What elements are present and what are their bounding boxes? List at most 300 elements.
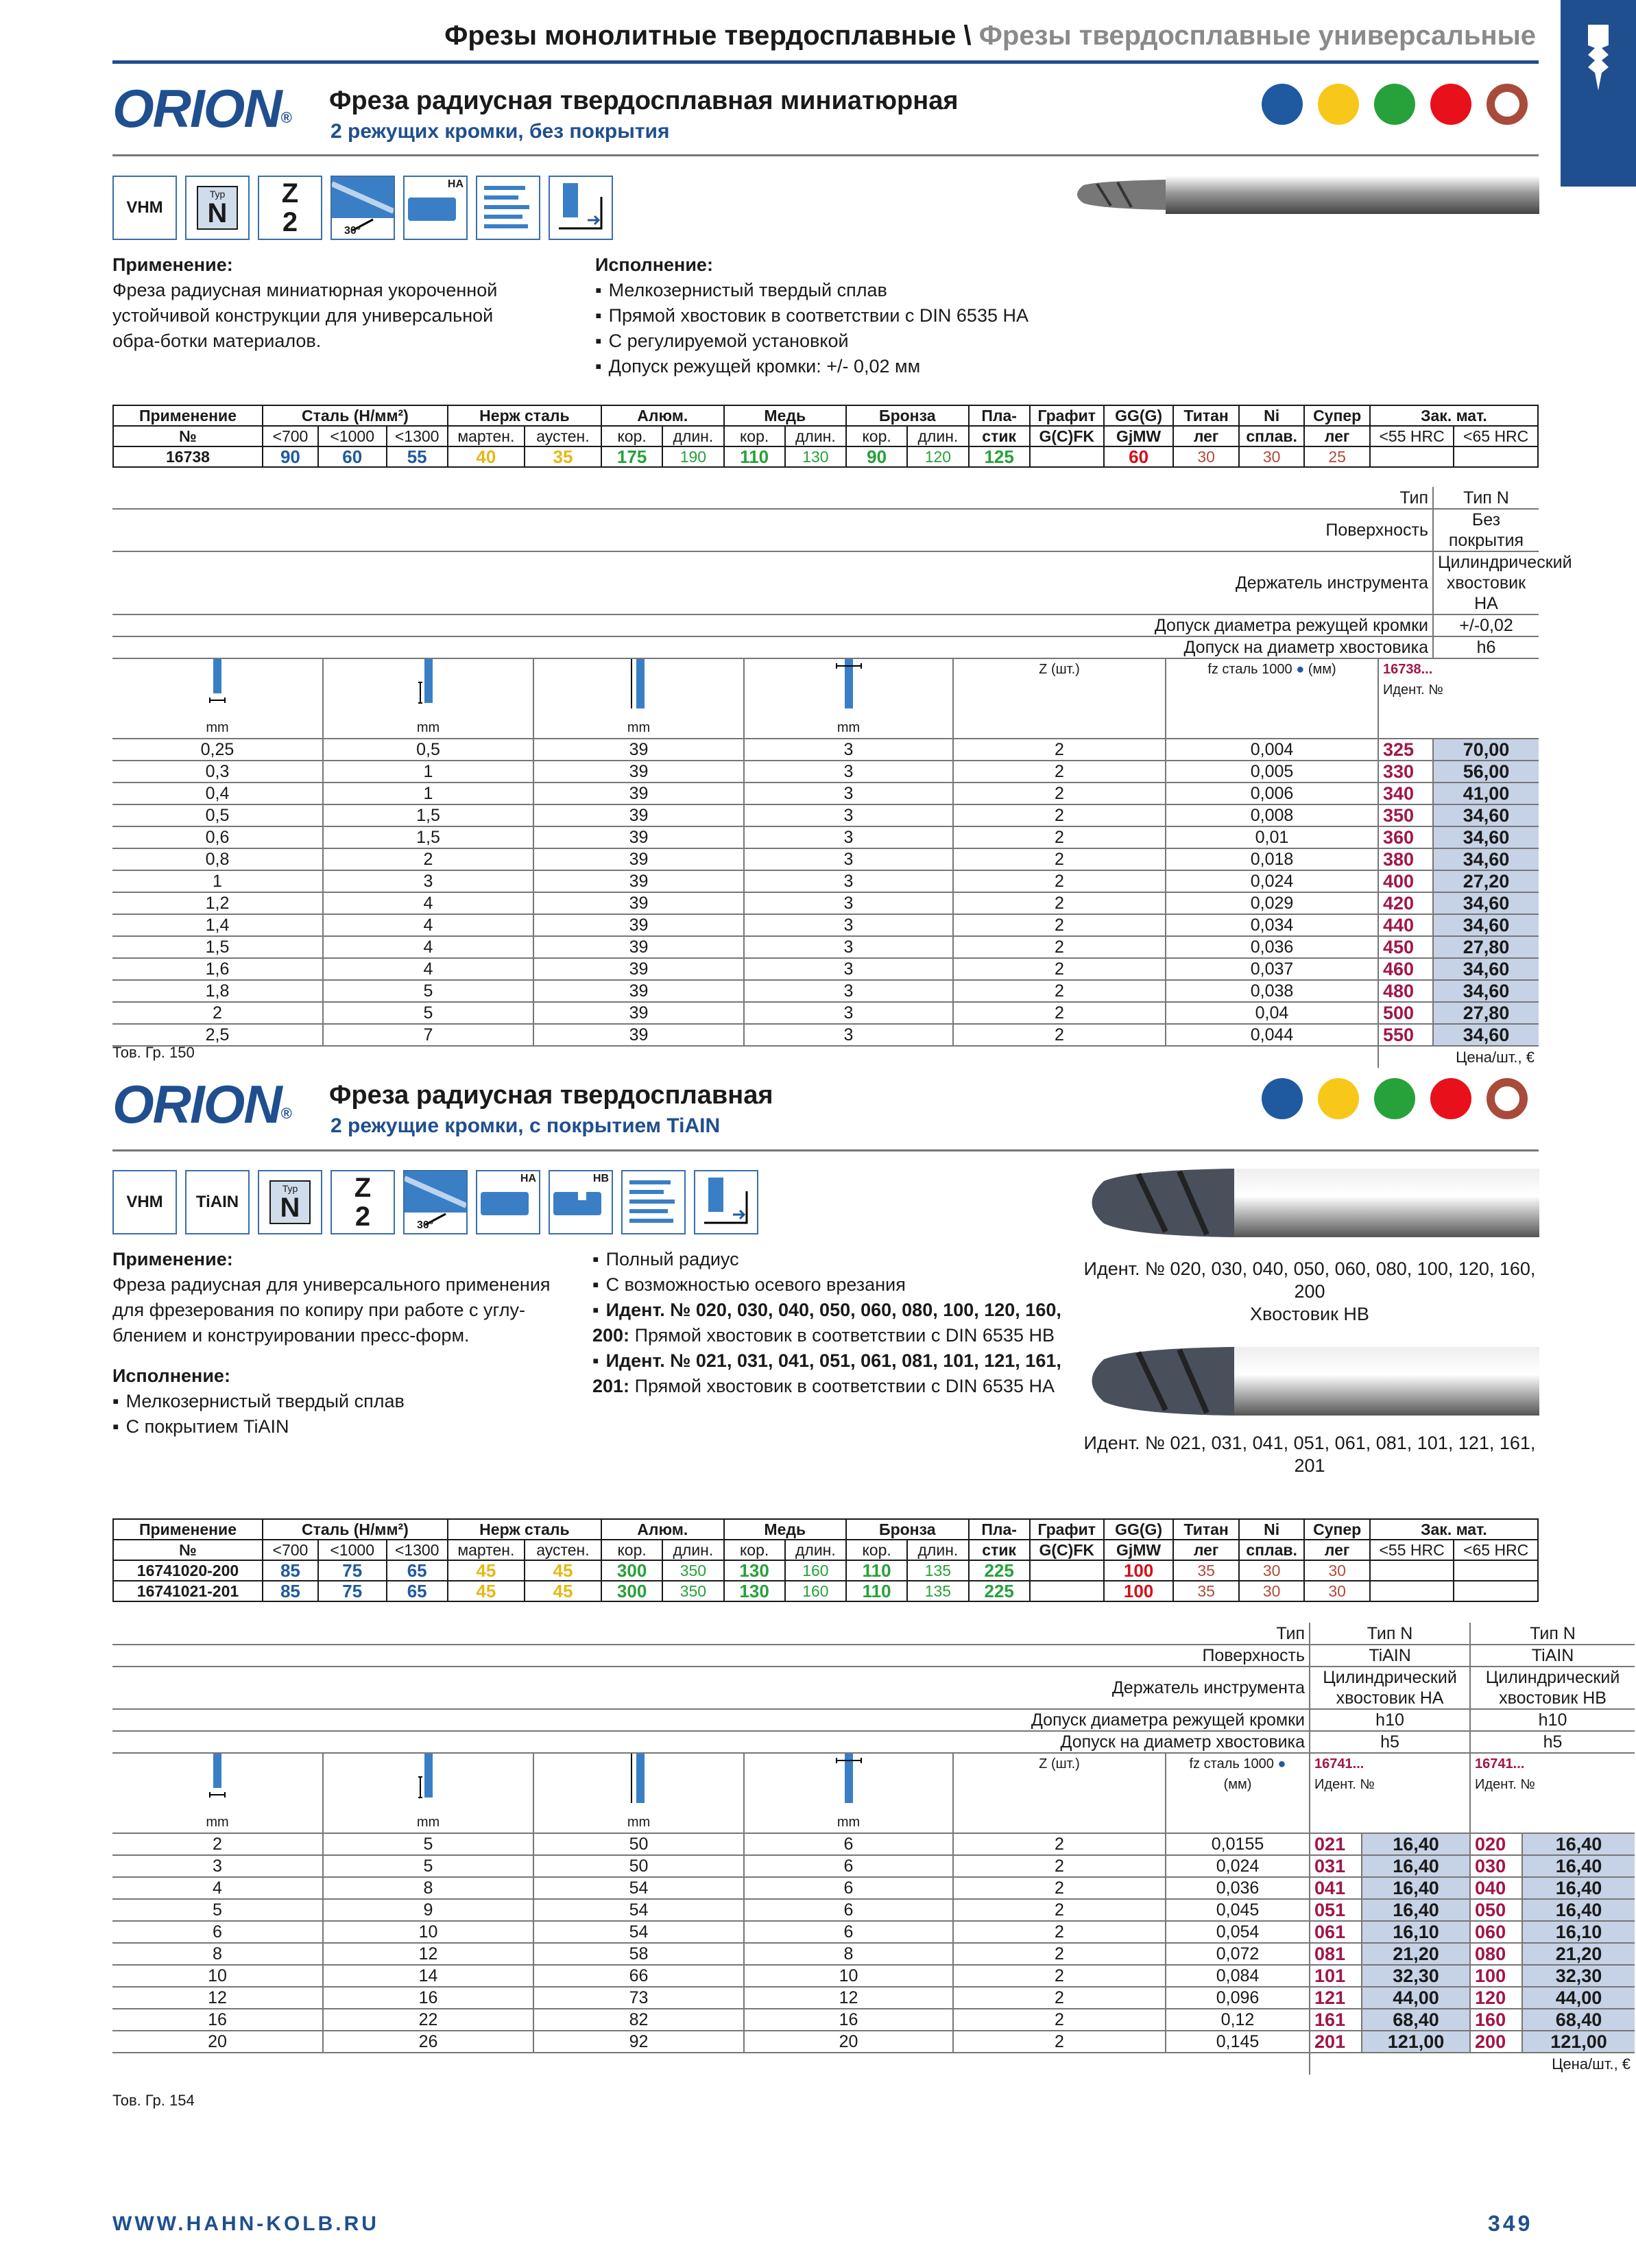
cell: 14: [323, 1965, 533, 1987]
price: 44,00: [1362, 1987, 1470, 2009]
p2-feature-item: ▪ Идент. № 020, 030, 040, 050, 060, 080, 100, 120, 160, 200: Прямой хвостовик в соответствии с DIN 6535 HB: [592, 1298, 1066, 1348]
mat-subheader: №: [113, 426, 263, 446]
helix-angle-icon: 30°: [330, 176, 395, 240]
mat-value: 75: [318, 1560, 387, 1581]
p1-execution-heading: Исполнение:: [595, 254, 713, 275]
mat-value: 85: [263, 1581, 318, 1601]
ident-number: 060: [1470, 1921, 1522, 1943]
dot-titan: [1487, 84, 1528, 125]
cell: 2: [953, 804, 1166, 826]
mat-value: 135: [907, 1560, 968, 1581]
mat-value: 130: [785, 446, 846, 467]
price: 34,60: [1433, 892, 1539, 914]
table-row: [112, 804, 1539, 826]
tolerance-icon: [621, 1170, 686, 1234]
cell: 0,004: [1166, 739, 1378, 761]
cell: 16: [112, 2009, 323, 2031]
header-rule: [112, 60, 1539, 64]
price: 16,40: [1522, 1855, 1635, 1877]
mat-value: 60: [318, 446, 387, 467]
p2-rule: [112, 1149, 1539, 1151]
mat-value: 35: [525, 446, 601, 467]
price: 34,60: [1433, 914, 1539, 936]
p2-feature-item: ▪ Идент. № 021, 031, 041, 051, 061, 081, 101, 121, 161, 201: Прямой хвостовик в соответствии с DIN 6535 HA: [592, 1348, 1066, 1399]
table-row: [112, 761, 1539, 783]
mat-value: 100: [1104, 1560, 1174, 1581]
cell: 39: [533, 783, 744, 804]
cell: 10: [112, 1965, 323, 1987]
cell: 58: [533, 1943, 744, 1965]
mat-header: Пла-: [969, 405, 1030, 426]
cell: 39: [533, 739, 744, 761]
price: 27,20: [1433, 870, 1539, 892]
cell: 0,4: [112, 783, 323, 804]
mat-subheader: <1300: [387, 1540, 448, 1560]
mat-value: 135: [907, 1581, 968, 1601]
mat-header: Сталь (Н/мм²): [263, 405, 448, 426]
mat-subheader: G(C)FK: [1030, 426, 1104, 446]
cut-dimension-icon: [328, 659, 529, 717]
mat-header: Бронза: [846, 1519, 969, 1540]
mat-value: 45: [525, 1560, 601, 1581]
mat-value: 110: [846, 1581, 907, 1601]
mat-value: 175: [601, 446, 662, 467]
cell: 1,5: [112, 936, 323, 958]
mat-subheader: GjMW: [1104, 1540, 1174, 1560]
cell: 0,096: [1166, 1987, 1310, 2009]
mat-header: Алюм.: [601, 1519, 724, 1540]
mat-subheader: лег: [1304, 1540, 1369, 1560]
footer-url[interactable]: WWW.HAHN-KOLB.RU: [112, 2212, 379, 2235]
spec-label: Держатель инструмента: [112, 551, 1433, 614]
dia-col-icon: mm: [112, 1753, 323, 1833]
mat-value: 30: [1239, 1560, 1304, 1581]
cell: 0,036: [1166, 936, 1378, 958]
sh-col-icon: mm: [744, 658, 953, 739]
cell: 0,25: [112, 739, 323, 761]
p2-group: Тов. Гр. 154: [112, 2092, 195, 2109]
cell: 1,8: [112, 980, 323, 1002]
cell: 3: [112, 1855, 323, 1877]
mat-value: 45: [525, 1581, 601, 1601]
mat-header: Применение: [113, 405, 263, 426]
len-col-icon: mm: [533, 1753, 744, 1833]
table-row: [112, 936, 1539, 958]
table-row: [112, 1943, 1635, 1965]
price: 16,40: [1362, 1855, 1470, 1877]
cell: 0,084: [1166, 1965, 1310, 1987]
p2-icon-row: [112, 1170, 758, 1234]
mat-value: 350: [662, 1560, 723, 1581]
page-number: 349: [1488, 2211, 1533, 2236]
mat-subheader: кор.: [846, 1540, 907, 1560]
len-dimension-icon: [538, 1754, 739, 1812]
ident-col-head: 16738... Идент. №: [1378, 658, 1539, 739]
mat-subheader: кор.: [601, 426, 662, 446]
spec-label: Поверхность: [112, 1645, 1310, 1667]
ident-number: 101: [1310, 1965, 1362, 1987]
ident-number: 040: [1470, 1877, 1522, 1899]
dot-nonferrous: [1374, 1078, 1415, 1119]
mat-value: 300: [601, 1560, 662, 1581]
cell: 2: [953, 892, 1166, 914]
table-row: [112, 1024, 1539, 1046]
cell: 12: [323, 1943, 533, 1965]
spec-label: Допуск диаметра режущей кромки: [112, 614, 1433, 636]
p2-product-image-hb: [1076, 1160, 1543, 1246]
cell: 5: [112, 1899, 323, 1921]
price: 34,60: [1433, 848, 1539, 870]
cell: 8: [744, 1943, 953, 1965]
cell: 54: [533, 1921, 744, 1943]
len-dimension-icon: [538, 659, 739, 717]
cell: 2: [953, 958, 1166, 980]
ident-number: 330: [1378, 761, 1433, 783]
mat-subheader: сплав.: [1239, 426, 1304, 446]
mat-value: 65: [387, 1560, 448, 1581]
mat-value: 190: [662, 446, 723, 467]
cell: 2: [953, 1965, 1166, 1987]
header-subtitle: Фрезы твердосплавные универсальные: [978, 21, 1536, 51]
ident-number: 121: [1310, 1987, 1362, 2009]
spec-value-a: TiAIN: [1310, 1645, 1470, 1667]
mat-row: [113, 1581, 1538, 1601]
cell: 2: [953, 1921, 1166, 1943]
mat-subheader: №: [113, 1540, 263, 1560]
cell: 73: [533, 1987, 744, 2009]
ident-number: 050: [1470, 1899, 1522, 1921]
dot-cast: [1430, 84, 1471, 125]
cell: 39: [533, 826, 744, 848]
ident-number: 041: [1310, 1877, 1362, 1899]
shank-ha-icon: HA: [476, 1170, 540, 1234]
mat-value: 30: [1173, 446, 1238, 467]
spec-row: [112, 551, 1539, 614]
price: 16,40: [1522, 1899, 1635, 1921]
table-row: [112, 2009, 1635, 2031]
p2-title: Фреза радиусная твердосплавная: [329, 1081, 773, 1110]
p1-exec-item: ▪ С регулируемой установкой: [595, 329, 1089, 354]
p2-application: [112, 1247, 579, 1440]
price: 16,40: [1522, 1877, 1635, 1899]
cell: 3: [744, 739, 953, 761]
p2-material-table: [112, 1518, 1539, 1602]
mat-value: 100: [1104, 1581, 1174, 1601]
mat-row: [113, 446, 1538, 467]
price: 21,20: [1522, 1943, 1635, 1965]
mat-subheader: длин.: [785, 426, 846, 446]
cell: 5: [323, 1833, 533, 1855]
mat-subheader: <1300: [387, 426, 448, 446]
ident-col-head-a: 16741... Идент. №: [1310, 1753, 1470, 1833]
cell: 0,12: [1166, 2009, 1310, 2031]
price: 32,30: [1522, 1965, 1635, 1987]
mat-subheader: длин.: [662, 426, 723, 446]
cut-col-icon: mm: [323, 1753, 533, 1833]
mat-value: [1370, 1560, 1454, 1581]
cell: 2: [953, 848, 1166, 870]
mat-value: 130: [724, 1581, 785, 1601]
mat-row: [113, 1560, 1538, 1581]
fz-col-head: fz сталь 1000 ● (мм): [1166, 658, 1378, 739]
cell: 39: [533, 870, 744, 892]
p2-exec-item: ▪ С покрытием TiAIN: [112, 1414, 579, 1440]
spec-value-a: h10: [1310, 1709, 1470, 1731]
cell: 2: [953, 1855, 1166, 1877]
ident-number: 360: [1378, 826, 1433, 848]
table-row: [112, 739, 1539, 761]
mat-header: Титан: [1173, 405, 1238, 426]
spec-row: [112, 1623, 1635, 1645]
mat-subheader: лег: [1173, 426, 1238, 446]
mat-value: 30: [1304, 1560, 1369, 1581]
mat-header: Нерж сталь: [448, 1519, 601, 1540]
cell: 39: [533, 1024, 744, 1046]
mat-value: 125: [969, 446, 1030, 467]
cell: 0,145: [1166, 2031, 1310, 2053]
cell: 3: [744, 936, 953, 958]
spec-value: +/-0,02: [1433, 614, 1539, 636]
milling-direction-icon: [549, 176, 613, 240]
ident-number: 480: [1378, 980, 1433, 1002]
ident-number: 021: [1310, 1833, 1362, 1855]
cell: 39: [533, 980, 744, 1002]
cell: 4: [323, 936, 533, 958]
ident-number: 030: [1470, 1855, 1522, 1877]
flutes-icon: Z 2: [258, 176, 322, 240]
cell: 2,5: [112, 1024, 323, 1046]
section-tab: [1561, 0, 1636, 187]
p1-material-table: [112, 405, 1539, 468]
vhm-icon: VHM: [112, 176, 177, 240]
cell: 82: [533, 2009, 744, 2031]
cell: 39: [533, 761, 744, 783]
cell: 0,045: [1166, 1899, 1310, 1921]
price: 16,40: [1362, 1899, 1470, 1921]
header-separator: \: [963, 21, 972, 51]
ident-number: 340: [1378, 783, 1433, 804]
spec-label: Поверхность: [112, 509, 1433, 551]
p1-group: Тов. Гр. 150: [112, 1044, 195, 1061]
p1-application-text: Фреза радиусная миниатюрная укороченной устойчивой конструкции для универсальной обра-ботки материалов.: [112, 280, 498, 351]
mat-header: Супер: [1304, 405, 1369, 426]
table-row: [112, 783, 1539, 804]
ident-number: 020: [1470, 1833, 1522, 1855]
cell: 1: [323, 783, 533, 804]
p1-application-heading: Применение:: [112, 254, 233, 275]
spec-row: [112, 1731, 1635, 1753]
cell: 9: [323, 1899, 533, 1921]
spec-value-b: h5: [1470, 1731, 1635, 1753]
price: 56,00: [1433, 761, 1539, 783]
price: 34,60: [1433, 980, 1539, 1002]
cell: 2: [953, 783, 1166, 804]
mat-value: 75: [318, 1581, 387, 1601]
cell: 6: [744, 1921, 953, 1943]
cell: 0,0155: [1166, 1833, 1310, 1855]
p1-application: [112, 252, 538, 354]
table-row: [112, 1002, 1539, 1024]
sh-dimension-icon: [749, 1754, 948, 1812]
table-row: [112, 1877, 1635, 1899]
spec-label: Держатель инструмента: [112, 1667, 1310, 1709]
cell: 1: [112, 870, 323, 892]
mat-header: GG(G): [1104, 1519, 1174, 1540]
cell: 3: [744, 892, 953, 914]
spec-value-a: h5: [1310, 1731, 1470, 1753]
mat-subheader: <1000: [318, 1540, 387, 1560]
price: 16,40: [1362, 1833, 1470, 1855]
spec-label: Допуск на диаметр хвостовика: [112, 636, 1433, 658]
mat-subheader: длин.: [785, 1540, 846, 1560]
mat-value: 65: [387, 1581, 448, 1601]
mat-subheader: длин.: [662, 1540, 723, 1560]
cell: 0,006: [1166, 783, 1378, 804]
price: 32,30: [1362, 1965, 1470, 1987]
table-row: [112, 958, 1539, 980]
price: 41,00: [1433, 783, 1539, 804]
dot-stainless: [1318, 1078, 1359, 1119]
mat-subheader: кор.: [846, 426, 907, 446]
cell: 12: [744, 1987, 953, 2009]
cell: 39: [533, 1002, 744, 1024]
mat-subheader: <700: [263, 426, 318, 446]
mat-header: Зак. мат.: [1370, 1519, 1538, 1540]
mat-header: Алюм.: [601, 405, 724, 426]
cell: 3: [744, 761, 953, 783]
cell: 4: [323, 914, 533, 936]
p2-material-dots: [1262, 1078, 1528, 1119]
cell: 8: [112, 1943, 323, 1965]
cell: 2: [112, 1833, 323, 1855]
cell: 3: [744, 1002, 953, 1024]
mat-subheader: G(C)FK: [1030, 1540, 1104, 1560]
mat-subheader: длин.: [907, 1540, 968, 1560]
dia-dimension-icon: [117, 659, 318, 717]
spec-value-b: TiAIN: [1470, 1645, 1635, 1667]
spec-row: [112, 1709, 1635, 1731]
cell: 2: [953, 936, 1166, 958]
dia-dimension-icon: [117, 1754, 318, 1812]
cell: 1: [323, 761, 533, 783]
p1-material-dots: [1262, 84, 1528, 125]
cell: 2: [953, 980, 1166, 1002]
cell: 2: [953, 914, 1166, 936]
sh-dimension-icon: [749, 659, 948, 717]
mat-subheader: мартен.: [448, 426, 525, 446]
mat-header: GG(G): [1104, 405, 1174, 426]
table-row: [112, 1833, 1635, 1855]
mat-article: 16741020-200: [113, 1560, 263, 1581]
ident-number: 161: [1310, 2009, 1362, 2031]
len-col-icon: mm: [533, 658, 744, 739]
ident-number: 081: [1310, 1943, 1362, 1965]
p2-subtitle: 2 режущие кромки, с покрытием TiAIN: [330, 1114, 721, 1137]
cell: 0,5: [112, 804, 323, 826]
mat-value: 160: [785, 1560, 846, 1581]
cell: 3: [744, 870, 953, 892]
ident-number: 440: [1378, 914, 1433, 936]
cell: 0,029: [1166, 892, 1378, 914]
cell: 2: [112, 1002, 323, 1024]
price: 68,40: [1362, 2009, 1470, 2031]
mat-value: 60: [1104, 446, 1174, 467]
cell: 0,3: [112, 761, 323, 783]
tolerance-icon: [476, 176, 540, 240]
p1-title: Фреза радиусная твердосплавная миниатюрная: [329, 86, 959, 115]
cell: 5: [323, 1855, 533, 1877]
p1-subtitle: 2 режущих кромки, без покрытия: [330, 120, 670, 143]
mat-value: [1454, 1560, 1538, 1581]
price: 34,60: [1433, 804, 1539, 826]
spec-row: [112, 636, 1539, 658]
p1-product-image: [1070, 167, 1543, 226]
p2-feature-item: ▪ Полный радиус: [592, 1247, 1066, 1272]
mat-subheader: GjMW: [1104, 426, 1174, 446]
cell: 0,037: [1166, 958, 1378, 980]
dot-nonferrous: [1374, 84, 1415, 125]
cell: 0,8: [112, 848, 323, 870]
header-title: Фрезы монолитные твердосплавные: [444, 21, 957, 51]
cell: 54: [533, 1877, 744, 1899]
cell: 0,6: [112, 826, 323, 848]
sh-col-icon: mm: [744, 1753, 953, 1833]
table-row: [112, 848, 1539, 870]
cell: 3: [744, 914, 953, 936]
mat-subheader: аустен.: [525, 426, 601, 446]
table-row: [112, 826, 1539, 848]
p2-feature-item: ▪ С возможностью осевого врезания: [592, 1272, 1066, 1298]
cut-col-icon: mm: [323, 658, 533, 739]
price: 68,40: [1522, 2009, 1635, 2031]
cell: 1,2: [112, 892, 323, 914]
mat-header: Пла-: [969, 1519, 1030, 1540]
p2-exec-item: ▪ Мелкозернистый твердый сплав: [112, 1389, 579, 1414]
mat-value: 30: [1239, 1581, 1304, 1601]
mat-value: [1030, 1560, 1104, 1581]
cell: 6: [744, 1877, 953, 1899]
spec-label: Допуск на диаметр хвостовика: [112, 1731, 1310, 1753]
dot-titan: [1487, 1078, 1528, 1119]
type-n-icon: Typ N: [185, 176, 250, 240]
shank-hb-icon: HB: [549, 1170, 613, 1234]
mat-value: 45: [448, 1581, 525, 1601]
mat-value: 30: [1304, 1581, 1369, 1601]
dot-steel: [1262, 84, 1303, 125]
cell: 4: [323, 958, 533, 980]
cell: 5: [323, 1002, 533, 1024]
z-col-head: Z (шт.): [953, 658, 1166, 739]
cell: 2: [953, 2009, 1166, 2031]
p2-caption-ha: Идент. № 021, 031, 041, 051, 061, 081, 101, 121, 161, 201: [1083, 1433, 1536, 1476]
mat-value: 225: [969, 1560, 1030, 1581]
spec-value: Тип N: [1433, 487, 1539, 509]
cell: 3: [744, 848, 953, 870]
cell: 0,5: [323, 739, 533, 761]
cell: 2: [953, 1987, 1166, 2009]
mat-value: 90: [263, 446, 318, 467]
mat-subheader: стик: [969, 426, 1030, 446]
p1-spec-table: [112, 487, 1572, 1068]
table-row: [112, 980, 1539, 1002]
price: 27,80: [1433, 936, 1539, 958]
ident-number: 450: [1378, 936, 1433, 958]
cell: 16: [744, 2009, 953, 2031]
price: 34,60: [1433, 826, 1539, 848]
cell: 20: [744, 2031, 953, 2053]
dot-cast: [1430, 1078, 1471, 1119]
mat-value: 110: [846, 1560, 907, 1581]
